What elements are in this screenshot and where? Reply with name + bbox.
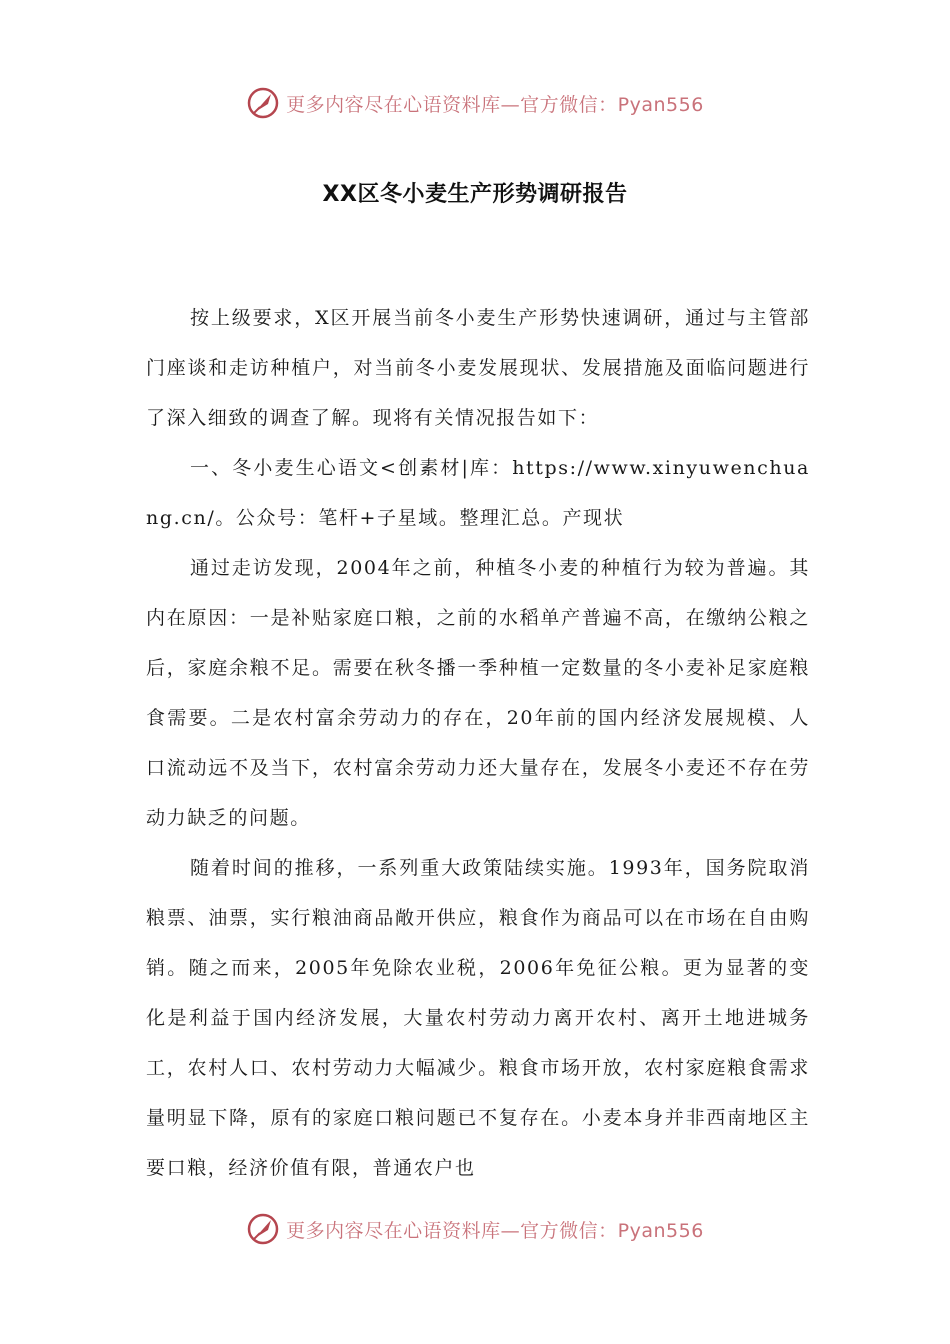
- header-wechat-id: Pyan556: [617, 93, 704, 116]
- document-body: [146, 293, 810, 1193]
- document-title: XX区冬小麦生产形势调研报告: [322, 182, 628, 207]
- paragraph-history: 通过走访发现，2004年之前，种植冬小麦的种植行为较为普遍。其内在原因：一是补贴家庭口粮，之前的水稻单产普遍不高，在缴纳公粮之后，家庭余粮不足。需要在秋冬播一季种植一定数量的冬小麦补足家庭粮食需要。二是农村富余劳动力的存在，20年前的国内经济发展规模、人口流动远不及当下，农村富余劳动力还大量存在，发展冬小麦还不存在劳动力缺乏的问题。: [146, 557, 810, 829]
- footer-banner: [0, 1207, 950, 1251]
- paragraph-intro: 按上级要求，X区开展当前冬小麦生产形势快速调研，通过与主管部门座谈和走访种植户，对当前冬小麦发展现状、发展措施及面临问题进行了深入细致的调查了解。现将有关情况报告如下：: [146, 307, 810, 429]
- quill-pen-logo-icon: [246, 86, 280, 120]
- quill-pen-logo-icon: [246, 1212, 280, 1246]
- footer-banner-text: 更多内容尽在心语资料库—官方微信：Pyan556: [286, 1219, 704, 1242]
- paragraph-policy-change: 随着时间的推移，一系列重大政策陆续实施。1993年，国务院取消粮票、油票，实行粮油商品敞开供应，粮食作为商品可以在市场在自由购销。随之而来，2005年免除农业税，2006年免征公粮。更为显著的变化是利益于国内经济发展，大量农村劳动力离开农村、离开土地进城务工，农村人口、农村劳动力大幅减少。粮食市场开放，农村家庭粮食需求量明显下降，原有的家庭口粮问题已不复存在。小麦本身并非西南地区主要口粮，经济价值有限，普通农户也: [146, 857, 810, 1179]
- footer-wechat-id: Pyan556: [617, 1219, 704, 1242]
- header-banner-text: 更多内容尽在心语资料库—官方微信：Pyan556: [286, 93, 704, 116]
- paragraph-section-heading: 一、冬小麦生心语文<创素材|库：https://www.xinyuwenchuang.cn/。公众号：笔杆+子星域。整理汇总。产现状: [146, 457, 810, 529]
- header-banner: [0, 81, 950, 125]
